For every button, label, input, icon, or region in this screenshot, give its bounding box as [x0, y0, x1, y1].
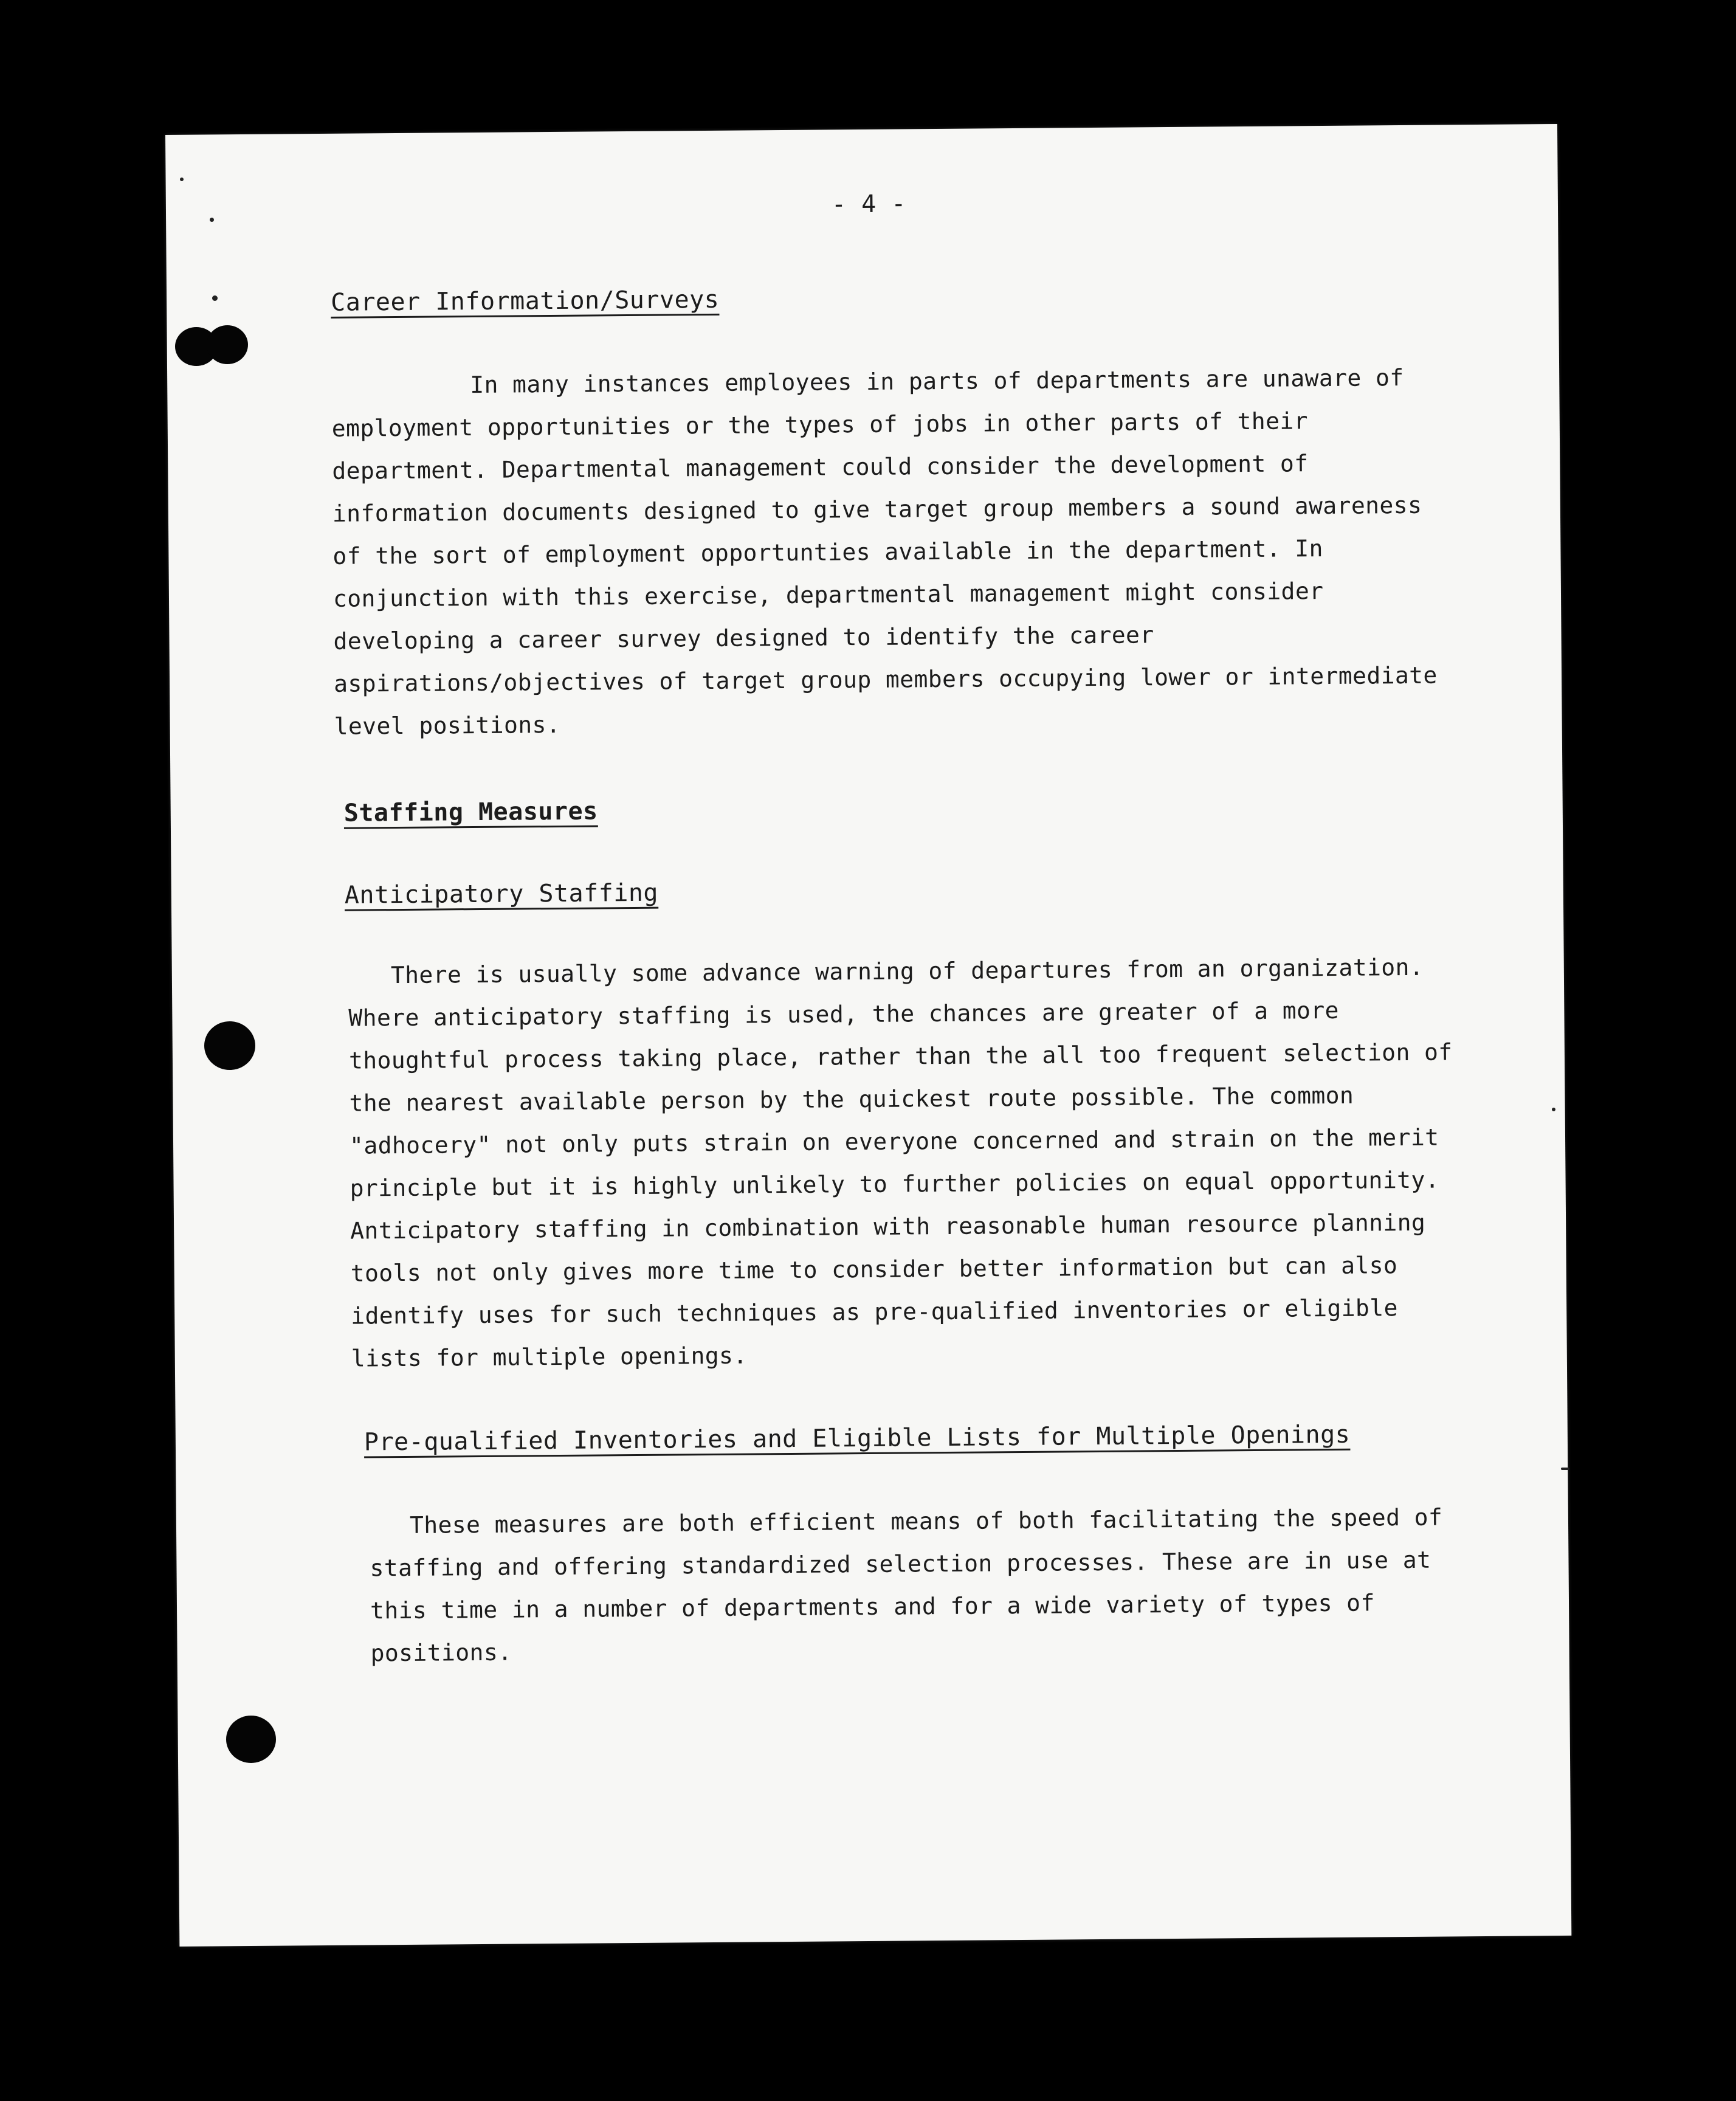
section-heading-prequalified: Pre-qualified Inventories and Eligible Lists for Multiple Openings: [363, 1420, 1351, 1457]
paragraph-line: positions.: [370, 1638, 512, 1667]
paragraph-line: this time in a number of departments and for a wide variety of types of: [370, 1589, 1375, 1624]
prequalified-paragraph: [370, 1496, 1444, 1675]
scan-speck: [210, 218, 214, 222]
paragraph-line: In many instances employees in parts of departments are unaware of: [470, 364, 1404, 399]
scan-speck: [180, 178, 184, 181]
paragraph-line: There is usually some advance warning of departures from an organization.: [390, 953, 1424, 989]
paragraph-line: aspirations/objectives of target group members occupying lower or intermediate: [333, 661, 1438, 697]
paragraph-line: Where anticipatory staffing is used, the chances are greater of a more: [348, 996, 1340, 1032]
paragraph-line: Anticipatory staffing in combination with reasonable human resource planning: [350, 1209, 1426, 1244]
paragraph-line: employment opportunities or the types of jobs in other parts of their: [331, 407, 1309, 442]
paragraph-line: department. Departmental management could consider the development of: [332, 450, 1309, 485]
anticipatory-paragraph: [348, 945, 1455, 1379]
paragraph-line: of the sort of employment opportunties available in the department. In: [332, 535, 1324, 570]
section-heading-anticipatory: Anticipatory Staffing: [344, 878, 659, 909]
scan-speck: [1552, 1108, 1555, 1111]
section-heading-career: Career Information/Surveys: [330, 285, 720, 317]
section-heading-staffing: Staffing Measures: [343, 797, 598, 827]
paragraph-line: lists for multiple openings.: [351, 1342, 748, 1372]
paragraph-line: staffing and offering standardized selection processes. These are in use at: [370, 1546, 1431, 1582]
paragraph-line: principle but it is highly unlikely to further policies on equal opportunity.: [350, 1166, 1440, 1202]
paragraph-line: information documents designed to give target group members a sound awareness: [332, 491, 1422, 527]
paragraph-line: level positions.: [334, 711, 561, 740]
paragraph-line: conjunction with this exercise, departmental management might consider: [332, 578, 1324, 612]
paragraph-line: tools not only gives more time to consider better information but can also: [350, 1252, 1398, 1287]
punch-hole-top-shadow: [207, 325, 248, 364]
scan-speck: [212, 295, 218, 301]
page-number: - 4 -: [831, 190, 907, 219]
punch-hole-middle: [204, 1021, 255, 1070]
paragraph-line: the nearest available person by the quickest route possible. The common: [349, 1082, 1354, 1117]
paragraph-line: developing a career survey designed to identify the career: [333, 621, 1154, 655]
paragraph-line: These measures are both efficient means of both facilitating the speed of: [409, 1503, 1443, 1539]
punch-hole-bottom: [226, 1716, 276, 1763]
scan-speck: [1561, 1468, 1569, 1470]
paragraph-line: identify uses for such techniques as pre-qualified inventories or eligible: [351, 1294, 1398, 1330]
paragraph-line: thoughtful process taking place, rather than the all too frequent selection of: [348, 1038, 1453, 1074]
paragraph-line: "adhocery" not only puts strain on everyone concerned and strain on the merit: [349, 1123, 1439, 1159]
career-paragraph: [331, 356, 1438, 748]
document-page: [165, 124, 1571, 1947]
